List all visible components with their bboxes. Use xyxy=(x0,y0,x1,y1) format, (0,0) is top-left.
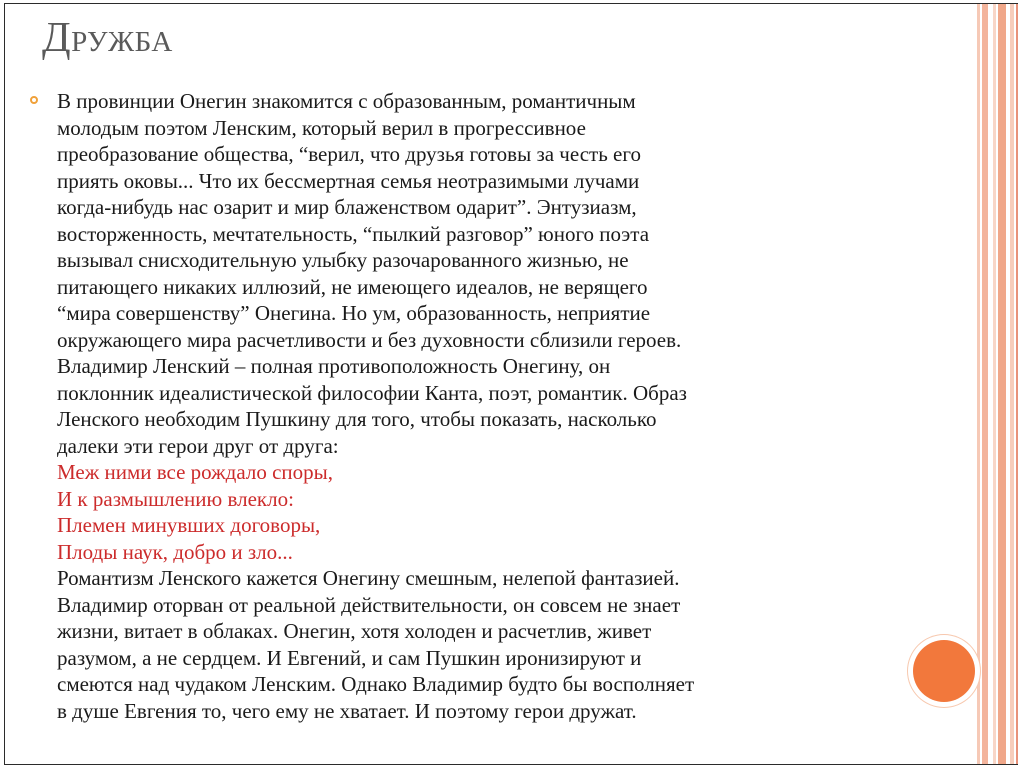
text-line: “мира совершенству” Онегина. Но ум, образованность, неприятие xyxy=(57,301,651,325)
quote-line: И к размышлению влекло: xyxy=(57,486,294,511)
text-line: приять оковы... Что их бессмертная семья неотразимыми лучами xyxy=(57,168,640,193)
quote-line: Племен минувших договоры, xyxy=(57,513,321,537)
decorative-circle xyxy=(913,640,975,702)
stripe xyxy=(998,4,1006,764)
text-line: питающего никаких иллюзий, не имеющего идеалов, не верящего xyxy=(57,274,648,299)
stripe xyxy=(977,4,980,764)
text-line: В провинции Онегин знакомится с образованным, романтичным xyxy=(57,89,636,113)
text-line: когда-нибудь нас озарит и мир блаженством одарит”. Энтузиазм, xyxy=(57,195,637,219)
text-line: молодым поэтом Ленским, который верил в прогрессивное xyxy=(57,115,586,140)
text-line: восторженность, мечтательность, “пылкий разговор” юного поэта xyxy=(57,221,650,246)
text-line: жизни, витает в облаках. Онегин, хотя холоден и расчетлив, живет xyxy=(57,619,652,643)
text-line: окружающего мира расчетливости и без духовности сблизили героев. xyxy=(57,327,682,352)
bullet-icon xyxy=(30,96,38,104)
quote-line: Меж ними все рождало споры, xyxy=(57,460,333,484)
quote-line: Плоды наук, добро и зло... xyxy=(57,539,293,564)
stripe xyxy=(1010,4,1014,764)
slide-body xyxy=(57,88,857,724)
text-line: смеются над чудаком Ленским. Однако Владимир будто бы восполняет xyxy=(57,672,695,696)
slide-title: Дружба xyxy=(42,15,173,61)
text-line: Владимир Ленский – полная противоположность Онегину, он xyxy=(57,354,611,378)
text-line: Романтизм Ленского кажется Онегину смешным, нелепой фантазией. xyxy=(57,566,680,590)
stripe xyxy=(982,4,988,764)
text-line: Владимир оторван от реальной действительности, он совсем не знает xyxy=(57,592,681,617)
stripe xyxy=(1016,4,1018,764)
text-line: преобразование общества, “верил, что друзья готовы за честь его xyxy=(57,142,641,166)
text-line: разумом, а не сердцем. И Евгений, и сам Пушкин иронизируют и xyxy=(57,645,642,670)
text-line: поклонник идеалистической философии Канта, поэт, романтик. Образ xyxy=(57,380,687,405)
decorative-stripes xyxy=(972,4,1018,764)
text-line: далеки эти герои друг от друга: xyxy=(57,433,339,458)
text-line: вызывал снисходительную улыбку разочарованного жизнью, не xyxy=(57,248,629,272)
stripe xyxy=(993,4,996,764)
text-line: Ленского необходим Пушкину для того, чтобы показать, насколько xyxy=(57,407,657,431)
text-line: в душе Евгения то, чего ему не хватает. И поэтому герои дружат. xyxy=(57,698,637,723)
